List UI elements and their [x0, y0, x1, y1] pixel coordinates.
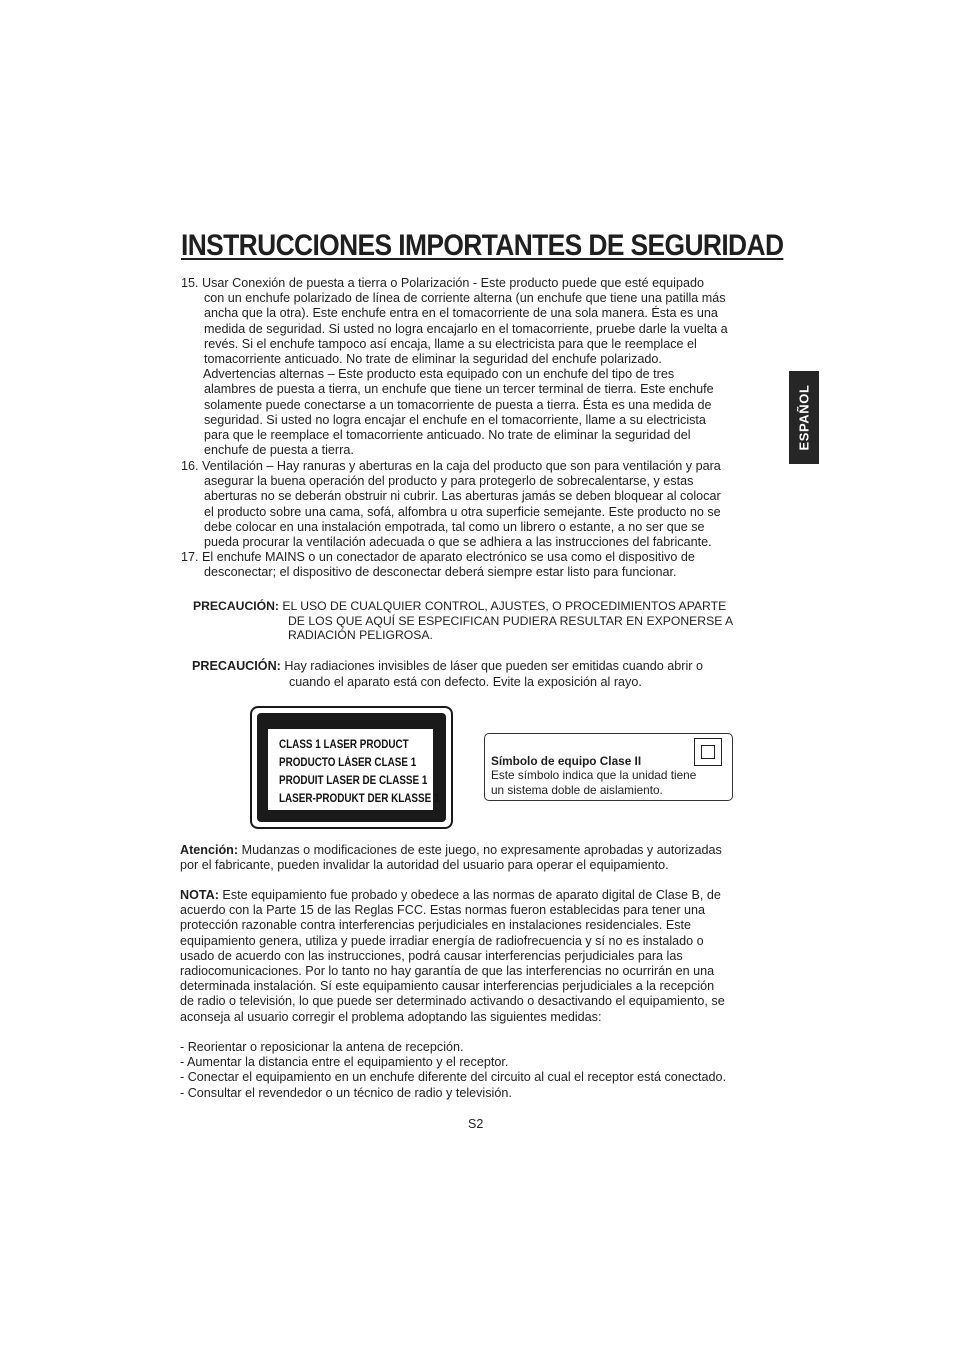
- precaution-line: RADIACIÓN PELIGROSA.: [288, 628, 433, 643]
- item-line: con un enchufe polarizado de línea de corriente alterna (un enchufe que tiene una patilla más: [204, 291, 726, 306]
- item-number: 15.: [181, 276, 199, 290]
- precaution-line: PRECAUCIÓN: Hay radiaciones invisibles de láser que pueden ser emitidas cuando abrir o: [192, 659, 703, 673]
- paragraph-line: usado de acuerdo con las instrucciones, podrá causar interferencias perjudiciales para las: [180, 948, 683, 963]
- paragraph-line: NOTA: Este equipamiento fue probado y obedece a las normas de aparato digital de Clase B, de: [180, 888, 721, 902]
- paragraph-line: equipamiento genera, utiliza y puede irradiar energía de radiofrecuencia y sí no es instalado o: [180, 933, 704, 948]
- item-line: pueda procurar la ventilación adecuada o que se adhiera a las instrucciones del fabricante.: [204, 535, 712, 550]
- page-title: INSTRUCCIONES IMPORTANTES DE SEGURIDAD: [181, 229, 784, 262]
- precaution-laser-controls: [193, 599, 733, 643]
- laser-label-line: PRODUCTO LÁSER CLASE 1: [279, 757, 417, 769]
- item-number: 16.: [181, 459, 199, 473]
- language-tab: [789, 371, 819, 464]
- paragraph-line: acuerdo con la Parte 15 de las Reglas FCC. Estas normas fueron establecidas para tener una: [180, 903, 706, 918]
- paragraph-line: Atención: Mudanzas o modificaciones de este juego, no expresamente aprobadas y autorizadas: [180, 843, 722, 857]
- laser-label-frame: [257, 713, 446, 822]
- attention-label: Atención:: [180, 843, 239, 857]
- item-line: alambres de puesta a tierra, un enchufe que tiene un tercer terminal de tierra. Este enchufe: [204, 382, 714, 397]
- item-line: desconectar; el dispositivo de desconectar deberá siempre estar listo para funcionar.: [204, 565, 677, 580]
- paragraph-line: protección razonable contra interferencias perjudiciales en instalaciones residenciales. Este: [180, 918, 692, 933]
- class-ii-line: Este símbolo indica que la unidad tiene: [491, 768, 697, 782]
- precaution-label: PRECAUCIÓN:: [192, 659, 281, 673]
- item-line: ancha que la otra). Este enchufe entra en el tomacorriente de una sola manera. Ésta es una: [204, 306, 718, 321]
- item-line: el producto sobre una cama, sofá, alfombra u otra superficie semejante. Este producto no se: [204, 504, 721, 519]
- nota-paragraph: [180, 888, 780, 1025]
- precaution-line: cuando el aparato está con defecto. Evite la exposición al rayo.: [289, 675, 642, 689]
- measure-item: - Aumentar la distancia entre el equipamiento y el receptor.: [180, 1055, 509, 1070]
- paragraph-line: determinada instalación. Sí este equipamiento causar interferencias perjudiciales a la recepción: [180, 979, 715, 994]
- laser-label-line: PRODUIT LASER DE CLASSE 1: [279, 775, 428, 787]
- class-ii-inner-square: [701, 745, 715, 759]
- laser-label-line: CLASS 1 LASER PRODUCT: [279, 739, 409, 751]
- paragraph-line: por el fabricante, pueden invalidar la autoridad del usuario para operar el equipamiento.: [180, 858, 669, 873]
- paragraph-line: de radio o televisión, lo que puede ser determinado activando o desactivando el equipamiento, se: [180, 994, 725, 1009]
- safety-item-16: [181, 459, 776, 550]
- item-line: asegurar la buena operación del producto y para protegerlo de sobrecalentarse, y estas: [204, 474, 694, 489]
- attention-paragraph: [180, 843, 780, 873]
- item-line: 16. Ventilación – Hay ranuras y aberturas en la caja del producto que son para ventilación y para: [181, 459, 721, 473]
- class-ii-line: un sistema doble de aislamiento.: [491, 782, 663, 797]
- laser-label-line: LASER-PRODUKT DER KLASSE 1: [279, 793, 440, 805]
- page-number: S2: [468, 1117, 484, 1131]
- laser-class-label: [250, 706, 453, 829]
- measure-item: - Conectar el equipamiento en un enchufe diferente del circuito al cual el receptor está conectado.: [180, 1070, 727, 1085]
- item-number: 17.: [181, 550, 199, 564]
- language-tab-label: ESPAÑOL: [796, 384, 812, 451]
- item-line: enchufe de puesta a tierra.: [204, 443, 354, 458]
- item-line: solamente puede conectarse a un tomacorriente de puesta a tierra. Ésta es una medida de: [204, 397, 712, 412]
- item-line: 15. Usar Conexión de puesta a tierra o Polarización - Este producto puede que esté equipado: [181, 276, 704, 290]
- nota-label: NOTA:: [180, 888, 219, 902]
- paragraph-line: aconseja al usuario corregir el problema adoptando las siguientes medidas:: [180, 1009, 602, 1024]
- paragraph-line: radiocomunicaciones. Por lo tanto no hay garantía de que las interferencias no ocurrirán en una: [180, 964, 715, 979]
- item-line: aberturas no se deberán obstruir ni cubrir. Las aberturas jamás se deben bloquear al colocar: [204, 489, 721, 504]
- item-line: para que le reemplace el tomacorriente anticuado. No trate de eliminar la seguridad del: [204, 428, 691, 443]
- item-line: Advertencias alternas – Este producto esta equipado con un enchufe del tipo de tres: [203, 367, 675, 382]
- item-line: 17. El enchufe MAINS o un conectador de aparato electrónico se usa como el dispositivo de: [181, 550, 695, 564]
- item-line: revés. Si el enchufe tampoco así encaja, llame a su electricista para que le reemplace el: [204, 336, 697, 351]
- measures-list: [180, 1040, 780, 1101]
- class-ii-title: Símbolo de equipo Clase II: [491, 754, 642, 768]
- measure-item: - Reorientar o reposicionar la antena de recepción.: [180, 1040, 464, 1054]
- class-ii-description: [491, 768, 696, 797]
- item-line: tomacorriente anticuado. No trate de eliminar la seguridad del enchufe polarizado.: [204, 352, 662, 367]
- item-line: medida de seguridad. Si usted no logra encajarlo en el tomacorriente, pruebe darle la vuelta a: [204, 321, 728, 336]
- measure-item: - Consultar el revendedor o un técnico de radio y televisión.: [180, 1085, 512, 1100]
- item-line: debe colocar en una instalación empotrada, tal como un librero o estante, a no ser que se: [204, 519, 705, 534]
- laser-label-panel: [268, 729, 440, 810]
- precaution-line: DE LOS QUE AQUÍ SE ESPECIFICAN PUDIERA RESULTAR EN EXPONERSE A: [288, 613, 734, 628]
- precaution-label: PRECAUCIÓN:: [193, 599, 279, 613]
- precaution-line: PRECAUCIÓN: EL USO DE CUALQUIER CONTROL, AJUSTES, O PROCEDIMIENTOS APARTE: [193, 599, 727, 613]
- precaution-invisible-radiation: [192, 658, 703, 690]
- class-ii-double-square-icon: [694, 738, 722, 766]
- safety-item-17: [181, 550, 776, 580]
- class-ii-symbol-box: [484, 733, 733, 801]
- item-line: seguridad. Si usted no logra encajar el enchufe en el tomacorriente, llame a su electricista: [204, 412, 706, 427]
- safety-item-15: [181, 276, 776, 458]
